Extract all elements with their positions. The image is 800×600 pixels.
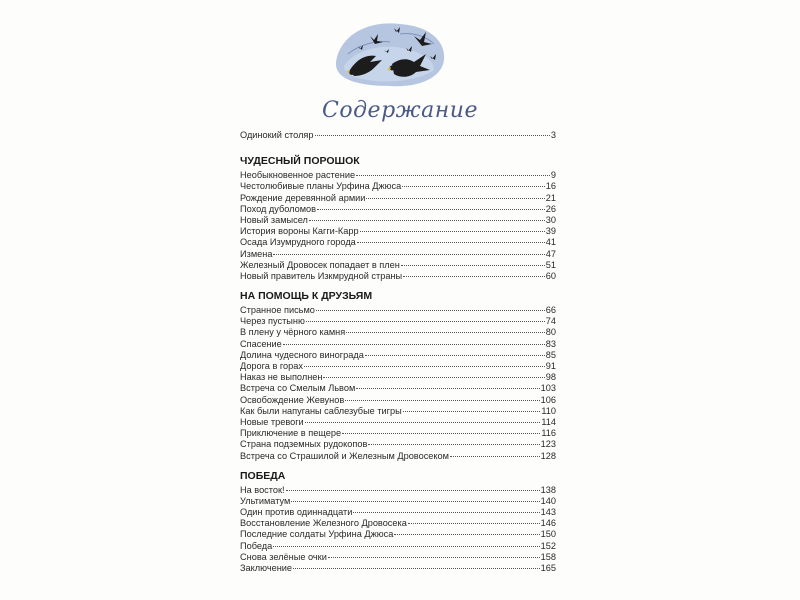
entry-page: 143 (540, 507, 556, 518)
toc-entry[interactable] (240, 181, 556, 192)
dot-leader (342, 433, 540, 434)
entry-page: 83 (545, 338, 556, 349)
entry-page: 98 (545, 372, 556, 383)
entry-title: Спасение (240, 338, 282, 349)
spacer (240, 141, 556, 147)
dot-leader (283, 344, 545, 345)
entry-page: 158 (540, 551, 556, 562)
dot-leader (291, 501, 539, 502)
dot-leader (273, 546, 539, 547)
toc-entry[interactable] (240, 170, 556, 181)
entry-page: 150 (540, 529, 556, 540)
section-heading: ПОБЕДА (240, 469, 286, 482)
entry-title: Одинокий столяр (240, 130, 314, 140)
dot-leader (315, 135, 550, 136)
entry-title: Новый правитель Изкмрудной страны (240, 270, 403, 281)
entry-title: Один против одиннадцати (240, 507, 353, 518)
dot-leader (293, 568, 540, 569)
dot-leader (403, 276, 545, 277)
dot-leader (394, 534, 539, 535)
entry-page: 140 (540, 495, 556, 506)
entry-title: Освобождение Жевунов (240, 394, 345, 405)
entry-page: 85 (545, 349, 556, 360)
entry-page: 116 (541, 428, 556, 439)
dot-leader (316, 310, 545, 311)
toc-entry[interactable] (240, 350, 556, 361)
toc-entry[interactable] (240, 496, 556, 507)
dot-leader (403, 411, 541, 412)
toc-entry[interactable] (240, 395, 556, 406)
toc-section (240, 290, 556, 462)
entry-title: Как были напуганы саблезубые тигры (240, 405, 402, 416)
entry-title: Заключение (240, 563, 293, 573)
toc-entry[interactable] (240, 372, 556, 383)
entry-page: 80 (545, 327, 556, 338)
entry-title: История вороны Кагги-Карр (240, 226, 359, 237)
dot-leader (305, 422, 541, 423)
entry-page: 103 (540, 383, 556, 394)
toc-entry[interactable] (240, 383, 556, 394)
toc-entry[interactable] (240, 518, 556, 529)
entry-page: 26 (545, 203, 556, 214)
dot-leader (402, 186, 545, 187)
entry-page: 47 (545, 248, 556, 259)
entry-title: Поход дуболомов (240, 203, 317, 214)
dot-leader (304, 366, 545, 367)
toc-entry[interactable] (240, 305, 556, 316)
entry-title: Приключение в пещере (240, 428, 342, 439)
toc-entry[interactable] (240, 428, 556, 439)
toc-entry[interactable] (240, 193, 556, 204)
flying-crows-icon (330, 14, 450, 92)
entry-title: Страна подземных рудокопов (240, 439, 368, 450)
entry-title: Встреча со Страшилой и Железным Дровосеком (240, 450, 449, 461)
section-heading: ЧУДЕСНЫЙ ПОРОШОК (240, 155, 360, 168)
dot-leader (368, 444, 539, 445)
entry-title: Ультиматум (240, 495, 291, 506)
entry-title: Дорога в горах (240, 361, 303, 371)
toc-entry[interactable] (240, 271, 556, 282)
toc-entry[interactable] (240, 327, 556, 338)
entry-page: 106 (540, 394, 556, 405)
toc-entry[interactable] (240, 406, 556, 417)
dot-leader (306, 321, 545, 322)
entry-title: Новый замысел (240, 214, 308, 225)
entry-title: Новые тревоги (240, 416, 304, 427)
dot-leader (273, 254, 544, 255)
entry-title: Рождение деревянной армии (240, 192, 366, 203)
dot-leader (346, 332, 545, 333)
toc-entry[interactable] (240, 339, 556, 350)
toc-entry[interactable] (240, 204, 556, 215)
toc-entry[interactable] (240, 249, 556, 260)
entry-page: 39 (545, 226, 556, 237)
entry-page: 30 (545, 214, 556, 225)
entry-title: Осада Изумрудного города (240, 237, 356, 248)
entry-page: 152 (540, 540, 556, 551)
entry-title: Через пустыню (240, 316, 305, 327)
dot-leader (365, 355, 545, 356)
toc-entry[interactable] (240, 439, 556, 450)
dot-leader (356, 388, 539, 389)
entry-page: 123 (540, 439, 556, 450)
entry-page: 51 (545, 259, 556, 270)
entry-title: Снова зелёные очки (240, 551, 327, 562)
entry-title: Измена (240, 248, 273, 259)
entry-title: Необыкновенное растение (240, 170, 356, 181)
dot-leader (345, 400, 539, 401)
dot-leader (286, 490, 540, 491)
dot-leader (357, 242, 545, 243)
entry-title: Наказ не выполнен (240, 372, 323, 383)
toc-entry[interactable] (240, 316, 556, 327)
entry-title: В плену у чёрного камня (240, 327, 346, 338)
entry-page: 165 (540, 563, 556, 573)
entry-page: 110 (541, 405, 556, 416)
toc-entry[interactable] (240, 552, 556, 563)
entry-title: Восстановление Железного Дровосека (240, 518, 407, 529)
toc-entry[interactable] (240, 529, 556, 540)
entry-page: 138 (540, 484, 556, 495)
dot-leader (360, 231, 545, 232)
entry-page: 128 (540, 450, 556, 461)
toc-entry[interactable] (240, 237, 556, 248)
entry-page: 60 (545, 270, 556, 281)
toc-entry[interactable] (240, 260, 556, 271)
dot-leader (317, 209, 545, 210)
toc-entry[interactable] (240, 361, 556, 372)
entry-page: 3 (550, 130, 556, 140)
entry-title: Победа (240, 540, 273, 551)
dot-leader (309, 220, 545, 221)
entry-page: 114 (541, 416, 556, 427)
entry-page: 41 (545, 237, 556, 248)
dot-leader (366, 198, 544, 199)
dot-leader (356, 175, 550, 176)
dot-leader (323, 377, 544, 378)
toc-sections (240, 155, 556, 574)
dot-leader (401, 265, 545, 266)
dot-leader (408, 523, 540, 524)
dot-leader (353, 512, 539, 513)
toc-section (240, 155, 556, 282)
section-heading: НА ПОМОЩЬ К ДРУЗЬЯМ (240, 290, 373, 303)
toc-entry[interactable] (240, 451, 556, 462)
entry-title: На восток! (240, 484, 285, 495)
toc-entry[interactable] (240, 541, 556, 552)
entry-title: Последние солдаты Урфина Джюса (240, 529, 394, 540)
entry-title: Честолюбивые планы Урфина Джюса (240, 181, 402, 192)
entry-title: Железный Дровосек попадает в плен (240, 259, 400, 270)
entry-title: Странное письмо (240, 305, 315, 316)
entry-page: 16 (545, 181, 556, 192)
toc-entry[interactable] (240, 226, 556, 237)
toc-entry[interactable] (240, 563, 556, 574)
page-title: Содержание (322, 98, 478, 123)
dot-leader (450, 456, 540, 457)
toc-entry[interactable] (240, 130, 556, 141)
dot-leader (328, 557, 540, 558)
toc-section (240, 470, 556, 575)
entry-page: 21 (545, 192, 556, 203)
entry-page: 74 (545, 316, 556, 327)
toc-entry[interactable] (240, 417, 556, 428)
toc-entry[interactable] (240, 485, 556, 496)
entry-page: 146 (540, 518, 556, 529)
entry-page: 9 (550, 170, 556, 181)
entry-page: 66 (545, 305, 556, 316)
toc-entry[interactable] (240, 507, 556, 518)
entry-title: Встреча со Смелым Львом (240, 383, 356, 394)
entry-title: Долина чудесного винограда (240, 349, 364, 360)
toc-entry[interactable] (240, 215, 556, 226)
entry-page: 91 (545, 361, 556, 371)
table-of-contents (240, 130, 556, 574)
